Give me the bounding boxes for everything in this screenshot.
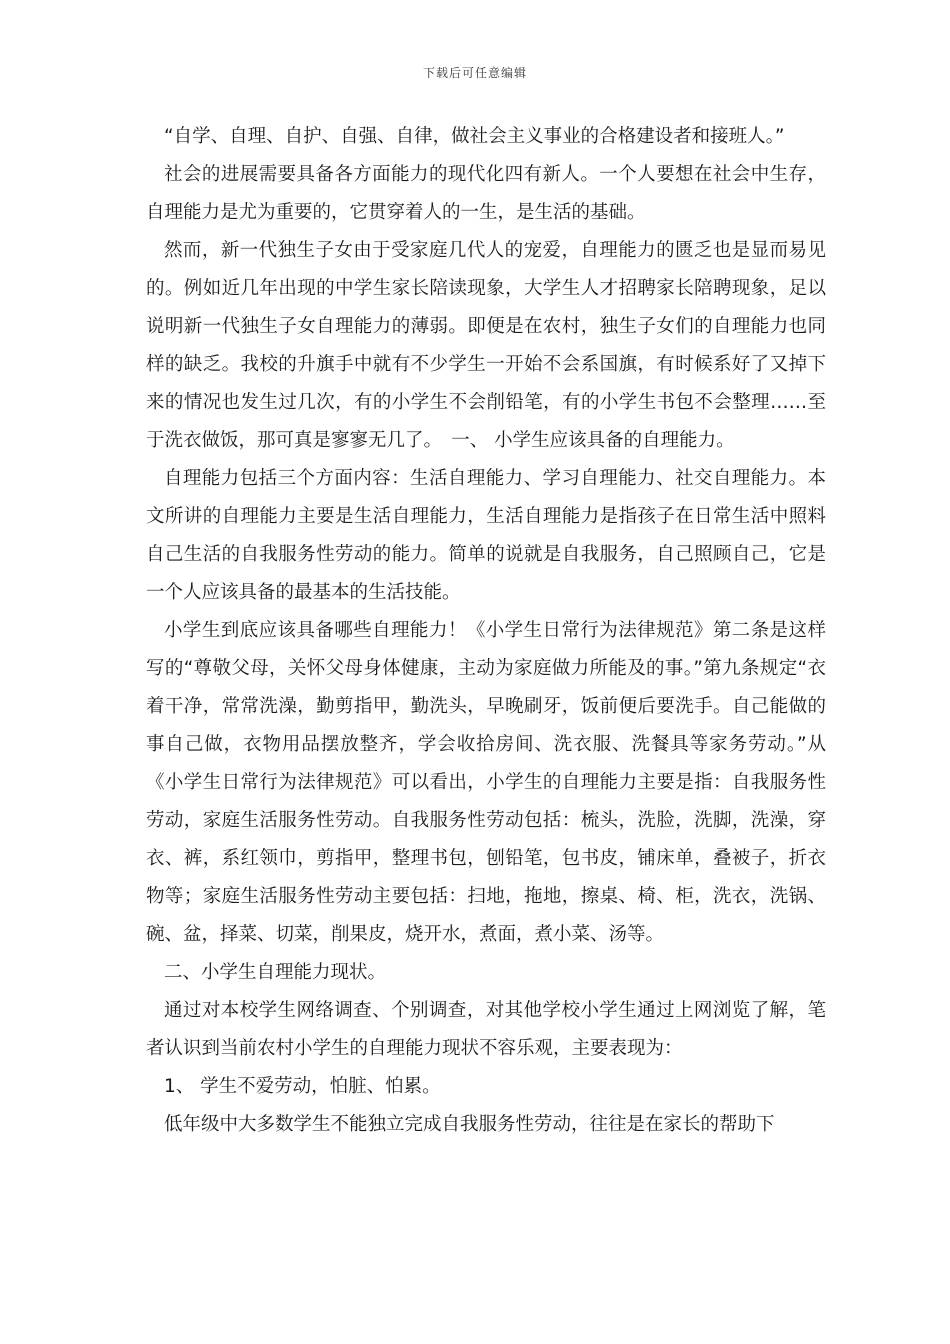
paragraph-motto: “自学、自理、自护、自强、自律，做社会主义事业的合格建设者和接班人。” [164,126,785,147]
document-body [146,118,826,1144]
paragraph-survey: 通过对本校学生网络调查、个别调查，对其他学校小学生通过上网浏览了解，笔者认识到当前农村小学生的自理能力现状不容乐观，主要表现为： [146,1000,826,1059]
paragraph-lower-grades: 低年级中大多数学生不能独立完成自我服务性劳动，往往是在家长的帮助下 [164,1114,775,1135]
paragraph-self-care-definition: 自理能力包括三个方面内容：生活自理能力、学习自理能力、社交自理能力。本文所讲的自理能力主要是生活自理能力，生活自理能力是指孩子在日常生活中照料自己生活的自我服务性劳动的能力。简单的说就是自我服务，自己照顾自己，它是一个人应该具备的最基本的生活技能。 [146,468,826,603]
paragraph-code-of-conduct: 小学生到底应该具备哪些自理能力！《小学生日常行为法律规范》第二条是这样写的“尊敬父母，关怀父母身体健康，主动为家庭做力所能及的事。”第九条规定“衣着干净，常常洗澡，勤剪指甲，勤洗头，早晚刷牙，饭前便后要洗手。自己能做的事自己做，衣物用品摆放整齐，学会收拾房间、洗衣服、洗餐具等家务劳动。”从《小学生日常行为法律规范》可以看出，小学生的自理能力主要是指：自我服务性劳动，家庭生活服务性劳动。自我服务性劳动包括：梳头，洗脸，洗脚，洗澡，穿衣、裤，系红领巾，剪指甲，整理书包，刨铅笔，包书皮，铺床单，叠被子，折衣物等；家庭生活服务性劳动主要包括：扫地，拖地，擦桌、椅、柜，洗衣，洗锅、碗、盆，择菜、切菜，削果皮，烧开水，煮面，煮小菜、汤等。 [146,620,826,945]
list-item-1: 1、 学生不爱劳动，怕脏、怕累。 [164,1076,441,1097]
page-header: 下载后可任意编辑 [422,66,527,80]
paragraph-social-development: 社会的进展需要具备各方面能力的现代化四有新人。一个人要想在社会中生存，自理能力是尤为重要的，它贯穿着人的一生，是生活的基础。 [146,164,826,223]
section-heading-status: 二、小学生自理能力现状。 [164,962,387,983]
paragraph-only-child: 然而，新一代独生子女由于受家庭几代人的宠爱，自理能力的匮乏也是显而易见的。例如近几年出现的中学生家长陪读现象，大学生人才招聘家长陪聘现象，足以说明新一代独生子女自理能力的薄弱。即便是在农村，独生子女们的自理能力也同样的缺乏。我校的升旗手中就有不少学生一开始不会系国旗，有时候系好了又掉下来的情况也发生过几次，有的小学生不会削铅笔，有的小学生书包不会整理……至于洗衣做饭，那可真是寥寥无几了。 一、 小学生应该具备的自理能力。 [146,240,826,451]
